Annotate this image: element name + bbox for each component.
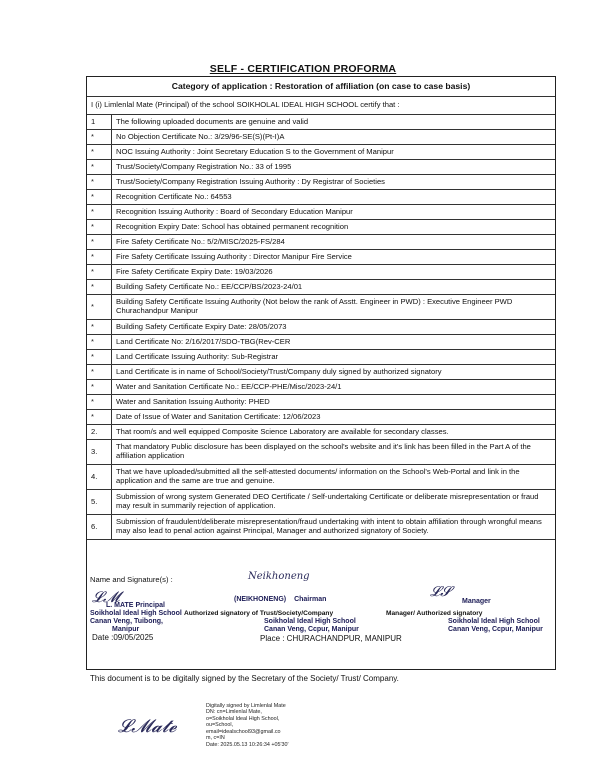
digital-signature-line: m, c=IN <box>206 735 225 742</box>
principal-title: Principal <box>135 602 166 609</box>
item-text: Recognition Certificate No.: 64553 <box>112 190 556 205</box>
digital-signature-line: o=Soikholal Ideal High School, <box>206 715 280 722</box>
chairman-name: (NEIKHONENG) <box>234 596 287 603</box>
item-number: * <box>87 250 112 265</box>
digital-signature-line: Digitally signed by Limlenlal Mate <box>206 703 286 709</box>
item-number: 4. <box>87 465 112 490</box>
item-number: * <box>87 350 112 365</box>
item-number: * <box>87 410 112 425</box>
chairman-handwritten: Neikhoneng <box>248 571 310 582</box>
item-number: * <box>87 130 112 145</box>
item-text: Submission of wrong system Generated DEO Certificate / Self-undertaking Certificate or deliberate misrepresentation or fraud may result in summarily rejection of application. <box>112 490 556 515</box>
item-number: 6. <box>87 515 112 540</box>
item-number: * <box>87 160 112 175</box>
item-text: Building Safety Certificate Issuing Authority (Not below the rank of Asstt. Engineer in PWD) : Executive Engineer PWD Churachandpur Manipur <box>112 295 556 320</box>
signature-place: Place : CHURACHANDPUR, MANIPUR <box>260 634 402 643</box>
item-number: * <box>87 295 112 320</box>
item-text: That we have uploaded/submitted all the self-attested documents/ information on the School's Web-Portal and link in the application and the same are true and genuine. <box>112 465 556 490</box>
principal-stamp <box>106 602 165 609</box>
item-number: * <box>87 220 112 235</box>
principal-name: L. MATE <box>106 602 134 609</box>
item-number: 5. <box>87 490 112 515</box>
item-text: No Objection Certificate No.: 3/29/96-SE(S)(Pt-I)A <box>112 130 556 145</box>
item-number: * <box>87 380 112 395</box>
digital-signature-line: ou=School, <box>206 722 234 729</box>
chairman-place: Canan Veng, Ccpur, Manipur <box>264 626 359 633</box>
manager-school: Soikholal Ideal High School <box>448 618 540 625</box>
item-text: The following uploaded documents are genuine and valid <box>112 115 556 130</box>
item-number: * <box>87 145 112 160</box>
authorized-caption: Authorized signatory of Trust/Society/Company <box>184 610 334 617</box>
item-text: Date of Issue of Water and Sanitation Certificate: 12/06/2023 <box>112 410 556 425</box>
item-text: Trust/Society/Company Registration Issuing Authority : Dy Registrar of Societies <box>112 175 556 190</box>
item-text: Recognition Issuing Authority : Board of Secondary Education Manipur <box>112 205 556 220</box>
chairman-stamp <box>234 596 326 603</box>
item-text: Fire Safety Certificate Issuing Authority : Director Manipur Fire Service <box>112 250 556 265</box>
manager-signature-scribble: 𝓛𝓢 <box>430 584 452 600</box>
principal-signature-scribble: 𝓛𝓜 <box>92 588 120 606</box>
item-text: Land Certificate Issuing Authority: Sub-Registrar <box>112 350 556 365</box>
principal-school: Soikholal Ideal High School <box>90 610 182 617</box>
chairman-title: Chairman <box>294 596 327 603</box>
digital-signature-line: DN: cn=Limlenlal Mate, <box>206 709 262 716</box>
manager-title: Manager <box>462 598 491 605</box>
item-number: * <box>87 320 112 335</box>
item-text: Fire Safety Certificate Expiry Date: 19/03/2026 <box>112 265 556 280</box>
item-number: * <box>87 205 112 220</box>
chairman-school: Soikholal Ideal High School <box>264 618 356 625</box>
item-number: * <box>87 365 112 380</box>
category-heading: Category of application : Restoration of affiliation (on case to case basis) <box>87 77 556 97</box>
item-number: * <box>87 395 112 410</box>
item-number: * <box>87 280 112 295</box>
signature-label: Name and Signature(s) : <box>90 575 173 584</box>
item-number: * <box>87 235 112 250</box>
manager-place: Canan Veng, Ccpur, Manipur <box>448 626 543 633</box>
item-text: That mandatory Public disclosure has been displayed on the school's website and it's link has been filled in the Part A of the affiliation application <box>112 440 556 465</box>
item-number: 1 <box>87 115 112 130</box>
item-text: Recognition Expiry Date: School has obtained permanent recognition <box>112 220 556 235</box>
item-text: Submission of fraudulent/deliberate misrepresentation/fraud undertaking with intent to obtain affiliation through wrongful means may also lead to penal action against Principal, Manager and authorized signatory of Society. <box>112 515 556 540</box>
signature-date: Date :09/05/2025 <box>92 633 154 642</box>
page-title: SELF - CERTIFICATION PROFORMA <box>209 63 397 75</box>
item-text: Fire Safety Certificate No.: 5/2/MISC/2025-FS/284 <box>112 235 556 250</box>
item-text: Trust/Society/Company Registration No.: 33 of 1995 <box>112 160 556 175</box>
item-number: * <box>87 175 112 190</box>
item-number: * <box>87 265 112 280</box>
digital-signature-line: Date: 2025.05.13 10:26:34 +05'30' <box>206 741 289 748</box>
intro-text: I (i) Limlenlal Mate (Principal) of the school SOIKHOLAL IDEAL HIGH SCHOOL certify that : <box>87 97 556 115</box>
manager-caption: Manager/ Authorized signatory <box>386 610 483 617</box>
item-number: 2. <box>87 425 112 440</box>
item-text: Land Certificate No: 2/16/2017/SDO-TBG(Rev-CER <box>112 335 556 350</box>
digital-signature-line: email=idealschool93@gmail.co <box>206 728 281 735</box>
digital-signature-block <box>206 703 289 748</box>
signature-section <box>86 571 556 670</box>
footer-note: This document is to be digitally signed by the Secretary of the Society/ Trust/ Company. <box>90 674 399 683</box>
digital-signature-scribble: 𝓛𝓜𝓪𝓽𝓮 <box>118 716 177 737</box>
item-text: That room/s and well equipped Composite Science Laboratory are available for secondary classes. <box>112 425 556 440</box>
item-number: * <box>87 335 112 350</box>
item-text: Water and Sanitation Issuing Authority: PHED <box>112 395 556 410</box>
item-number: * <box>87 190 112 205</box>
principal-place: Canan Veng, Tuibong, <box>90 618 163 625</box>
item-text: Building Safety Certificate Expiry Date: 28/05/2073 <box>112 320 556 335</box>
item-text: Water and Sanitation Certificate No.: EE/CCP-PHE/Misc/2023-24/1 <box>112 380 556 395</box>
item-text: NOC Issuing Authority : Joint Secretary Education S to the Government of Manipur <box>112 145 556 160</box>
item-text: Building Safety Certificate No.: EE/CCP/BS/2023-24/01 <box>112 280 556 295</box>
principal-state: Manipur <box>112 626 140 633</box>
item-number: 3. <box>87 440 112 465</box>
item-text: Land Certificate is in name of School/Society/Trust/Company duly signed by authorized signatory <box>112 365 556 380</box>
